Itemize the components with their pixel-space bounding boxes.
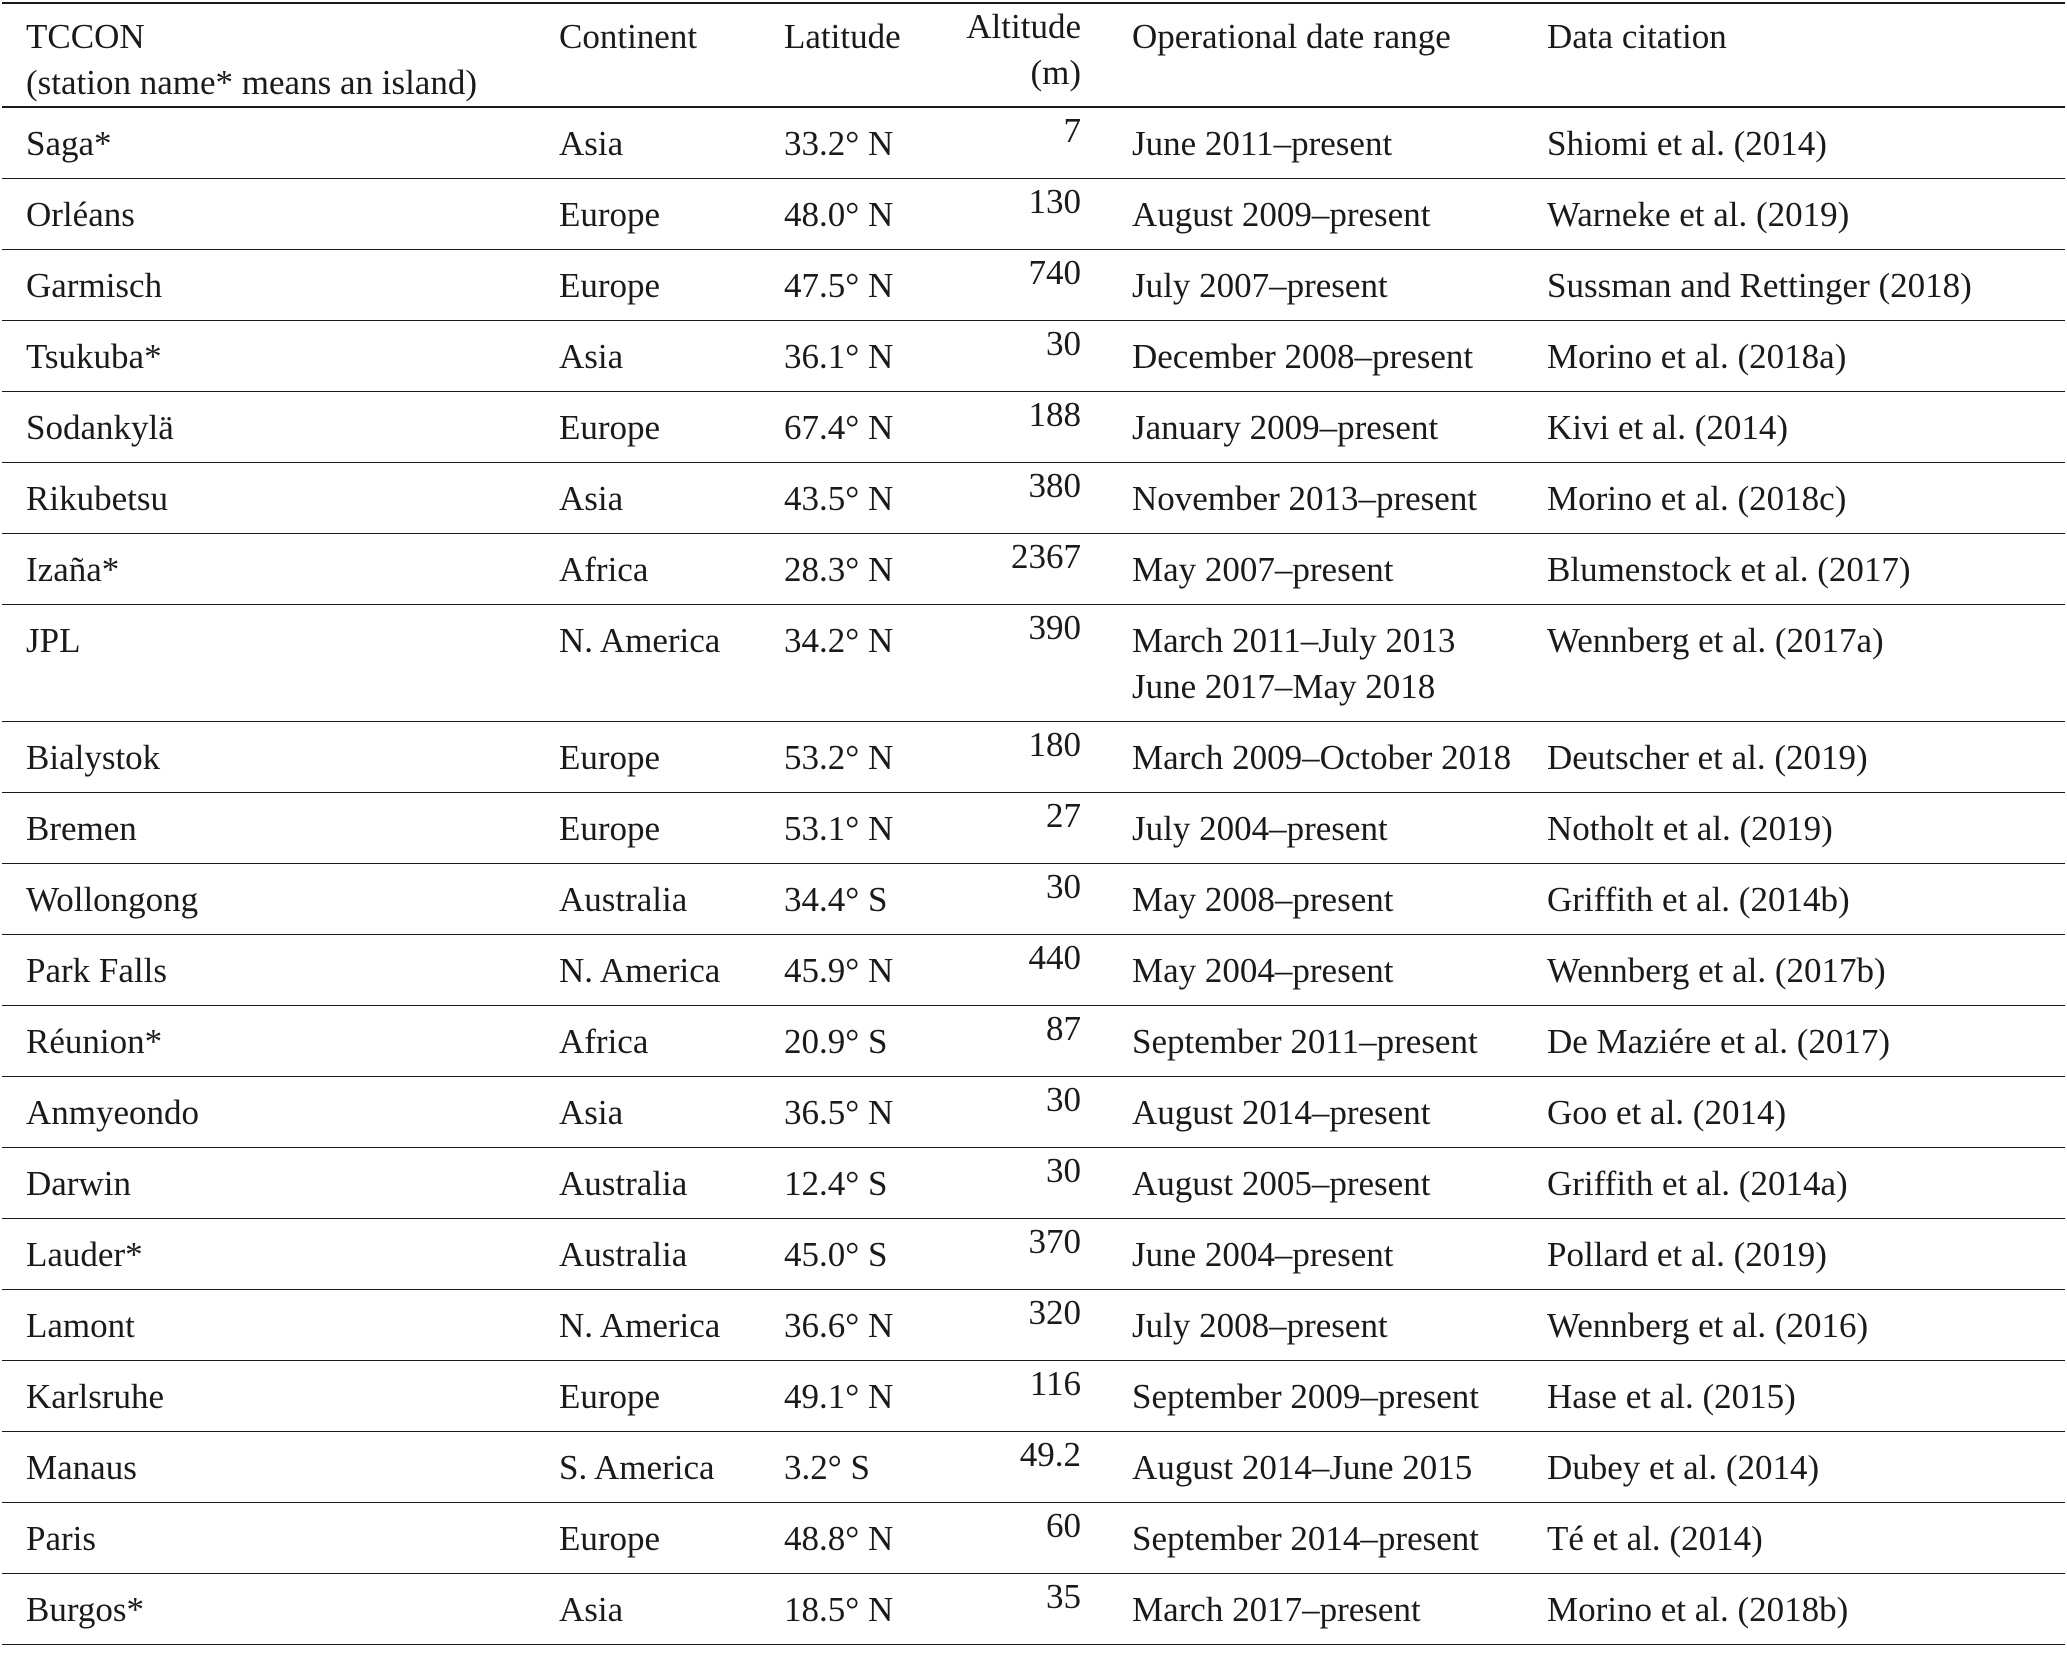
cell-latitude: 49.1° N <box>784 1376 894 1416</box>
cell-station: Sodankylä <box>26 407 174 447</box>
cell-station: Bremen <box>26 808 137 848</box>
header-date-range: Operational date range <box>1081 3 1538 107</box>
table-row <box>2 1431 2065 1502</box>
cell-station: Paris <box>26 1518 96 1558</box>
cell-date-range <box>1081 934 1538 1005</box>
cell-citation: Griffith et al. (2014a) <box>1547 1163 1848 1203</box>
table-row <box>2 533 2065 604</box>
cell-altitude: 2367 <box>1011 536 1081 576</box>
table-row <box>2 863 2065 934</box>
cell-station: Tsukuba* <box>26 336 162 376</box>
cell-date-range <box>1081 1431 1538 1502</box>
cell-station: Saga* <box>26 124 112 163</box>
cell-altitude: 440 <box>1028 937 1081 977</box>
header-station-note: (station name* means an island) <box>26 63 477 102</box>
date-range-line: August 2014–present <box>1132 1092 1431 1132</box>
cell-station: JPL <box>26 620 81 660</box>
cell-latitude: 47.5° N <box>784 265 894 305</box>
cell-altitude: 180 <box>1028 724 1081 764</box>
cell-altitude: 390 <box>1028 607 1081 647</box>
cell-citation: Morino et al. (2018a) <box>1547 336 1847 376</box>
header-station <box>2 3 535 107</box>
cell-latitude: 53.1° N <box>784 808 894 848</box>
cell-altitude: 30 <box>1046 323 1081 363</box>
cell-latitude: 12.4° S <box>784 1163 888 1203</box>
cell-date-range <box>1081 1147 1538 1218</box>
date-range-line: March 2011–July 2013 <box>1132 620 1456 660</box>
cell-station: Bialystok <box>26 737 161 777</box>
cell-continent: Asia <box>559 336 624 376</box>
cell-citation: Hase et al. (2015) <box>1547 1376 1796 1416</box>
cell-station: Park Falls <box>26 950 167 990</box>
cell-continent: Asia <box>559 1589 624 1629</box>
table-row <box>2 604 2065 721</box>
cell-date-range <box>1081 107 1538 178</box>
date-range-line: September 2009–present <box>1132 1376 1479 1416</box>
cell-latitude: 43.5° N <box>784 478 894 518</box>
date-range-line: November 2013–present <box>1132 478 1478 518</box>
table-row <box>2 320 2065 391</box>
cell-latitude: 18.5° N <box>784 1589 894 1629</box>
header-row <box>2 3 2065 107</box>
cell-continent: N. America <box>559 620 721 660</box>
cell-continent: Africa <box>559 1021 649 1061</box>
table-row <box>2 1005 2065 1076</box>
cell-altitude: 116 <box>1029 1363 1081 1403</box>
date-range-line: August 2014–June 2015 <box>1132 1447 1473 1487</box>
cell-date-range <box>1081 792 1538 863</box>
cell-date-range <box>1081 249 1538 320</box>
cell-date-range <box>1081 391 1538 462</box>
cell-altitude: 188 <box>1028 394 1081 434</box>
cell-continent: N. America <box>559 1305 721 1345</box>
table-row <box>2 1147 2065 1218</box>
cell-continent: Africa <box>559 549 649 589</box>
cell-citation: Té et al. (2014) <box>1547 1518 1763 1558</box>
cell-continent: Australia <box>559 1163 688 1203</box>
table-row <box>2 934 2065 1005</box>
cell-latitude: 36.6° N <box>784 1305 894 1345</box>
cell-latitude: 45.9° N <box>784 950 894 990</box>
cell-station: Lamont <box>26 1305 135 1345</box>
cell-continent: Europe <box>559 265 661 305</box>
cell-citation: Notholt et al. (2019) <box>1547 808 1833 848</box>
header-altitude-title: Altitude <box>966 7 1081 46</box>
tccon-stations-table <box>2 2 2065 1645</box>
table-row <box>2 792 2065 863</box>
cell-station: Darwin <box>26 1163 131 1203</box>
cell-date-range <box>1081 320 1538 391</box>
date-range-line: September 2011–present <box>1132 1021 1478 1061</box>
cell-latitude: 48.0° N <box>784 194 894 234</box>
header-altitude-unit: (m) <box>1030 53 1081 92</box>
cell-station: Anmyeondo <box>26 1092 200 1132</box>
date-range-line: January 2009–present <box>1132 407 1439 447</box>
cell-continent: Asia <box>559 478 624 518</box>
table-row <box>2 107 2065 178</box>
table-row <box>2 1289 2065 1360</box>
cell-latitude: 48.8° N <box>784 1518 894 1558</box>
cell-altitude: 87 <box>1046 1008 1081 1048</box>
date-range-line: July 2004–present <box>1132 808 1388 848</box>
cell-altitude: 27 <box>1046 795 1081 835</box>
cell-citation: Shiomi et al. (2014) <box>1547 124 1827 163</box>
cell-altitude: 380 <box>1028 465 1081 505</box>
cell-citation: Deutscher et al. (2019) <box>1547 737 1868 777</box>
date-range-line: August 2005–present <box>1132 1163 1431 1203</box>
cell-continent: Australia <box>559 1234 688 1274</box>
cell-latitude: 28.3° N <box>784 549 894 589</box>
cell-station: Garmisch <box>26 265 163 305</box>
cell-citation: Wennberg et al. (2017b) <box>1547 950 1886 990</box>
cell-continent: Europe <box>559 407 661 447</box>
cell-citation: Wennberg et al. (2016) <box>1547 1305 1869 1345</box>
cell-continent: Australia <box>559 879 688 919</box>
cell-altitude: 7 <box>1063 111 1081 150</box>
cell-citation: Sussman and Rettinger (2018) <box>1547 265 1972 305</box>
cell-continent: N. America <box>559 950 721 990</box>
date-range-line: September 2014–present <box>1132 1518 1479 1558</box>
cell-station: Wollongong <box>26 879 199 919</box>
date-range-line: July 2008–present <box>1132 1305 1388 1345</box>
cell-altitude: 30 <box>1046 1150 1081 1190</box>
cell-continent: S. America <box>559 1447 715 1487</box>
table-row <box>2 1573 2065 1644</box>
cell-date-range <box>1081 462 1538 533</box>
table-row <box>2 1076 2065 1147</box>
date-range-line: March 2017–present <box>1132 1589 1421 1629</box>
table-row <box>2 249 2065 320</box>
header-continent: Continent <box>535 3 760 107</box>
cell-altitude: 60 <box>1046 1505 1081 1545</box>
date-range-line: August 2009–present <box>1132 194 1431 234</box>
header-citation: Data citation <box>1538 3 2065 107</box>
cell-altitude: 130 <box>1028 181 1081 221</box>
cell-date-range <box>1081 1573 1538 1644</box>
cell-latitude: 3.2° S <box>784 1447 870 1487</box>
cell-citation: Goo et al. (2014) <box>1547 1092 1787 1132</box>
cell-continent: Europe <box>559 1518 661 1558</box>
date-range-line: March 2009–October 2018 <box>1132 737 1512 777</box>
date-range-line: December 2008–present <box>1132 336 1474 376</box>
cell-altitude: 30 <box>1046 866 1081 906</box>
cell-altitude: 740 <box>1028 252 1081 292</box>
table-row <box>2 1218 2065 1289</box>
cell-latitude: 53.2° N <box>784 737 894 777</box>
cell-altitude: 30 <box>1046 1079 1081 1119</box>
cell-station: Manaus <box>26 1447 137 1487</box>
cell-station: Burgos* <box>26 1589 144 1629</box>
cell-date-range <box>1081 721 1538 792</box>
cell-continent: Europe <box>559 808 661 848</box>
table-row <box>2 721 2065 792</box>
cell-latitude: 36.5° N <box>784 1092 894 1132</box>
date-range-line: May 2007–present <box>1132 549 1394 589</box>
cell-latitude: 45.0° S <box>784 1234 888 1274</box>
cell-date-range <box>1081 863 1538 934</box>
cell-date-range <box>1081 604 1538 721</box>
header-station-title: TCCON <box>26 17 145 56</box>
cell-station: Réunion* <box>26 1021 163 1061</box>
cell-date-range <box>1081 1076 1538 1147</box>
date-range-line: June 2011–present <box>1132 124 1393 163</box>
cell-latitude: 36.1° N <box>784 336 894 376</box>
cell-citation: Griffith et al. (2014b) <box>1547 879 1850 919</box>
date-range-line: June 2004–present <box>1132 1234 1394 1274</box>
cell-date-range <box>1081 1289 1538 1360</box>
cell-continent: Europe <box>559 1376 661 1416</box>
cell-latitude: 34.4° S <box>784 879 888 919</box>
table-row <box>2 462 2065 533</box>
cell-date-range <box>1081 533 1538 604</box>
cell-citation: Dubey et al. (2014) <box>1547 1447 1820 1487</box>
cell-date-range <box>1081 1502 1538 1573</box>
cell-continent: Asia <box>559 1092 624 1132</box>
table-row <box>2 1502 2065 1573</box>
date-range-line: June 2017–May 2018 <box>1132 666 1436 706</box>
header-altitude <box>934 3 1081 107</box>
cell-continent: Europe <box>559 737 661 777</box>
date-range-line: May 2008–present <box>1132 879 1394 919</box>
cell-date-range <box>1081 1005 1538 1076</box>
cell-altitude: 370 <box>1028 1221 1081 1261</box>
cell-continent: Asia <box>559 124 624 163</box>
cell-altitude: 49.2 <box>1019 1434 1081 1474</box>
cell-date-range <box>1081 178 1538 249</box>
header-latitude: Latitude <box>760 3 934 107</box>
table-row <box>2 391 2065 462</box>
cell-citation: Morino et al. (2018c) <box>1547 478 1847 518</box>
table-body <box>2 107 2065 1644</box>
cell-citation: Kivi et al. (2014) <box>1547 407 1789 447</box>
cell-station: Izaña* <box>26 549 120 589</box>
cell-citation: Wennberg et al. (2017a) <box>1547 620 1884 660</box>
cell-latitude: 20.9° S <box>784 1021 888 1061</box>
cell-altitude: 35 <box>1046 1576 1081 1616</box>
cell-citation: Pollard et al. (2019) <box>1547 1234 1827 1274</box>
cell-altitude: 320 <box>1028 1292 1081 1332</box>
table-row <box>2 178 2065 249</box>
cell-latitude: 34.2° N <box>784 620 894 660</box>
date-range-line: May 2004–present <box>1132 950 1394 990</box>
cell-citation: Warneke et al. (2019) <box>1547 194 1850 234</box>
cell-citation: Blumenstock et al. (2017) <box>1547 549 1911 589</box>
table-header <box>2 3 2065 107</box>
cell-citation: De Maziére et al. (2017) <box>1547 1021 1891 1061</box>
cell-latitude: 33.2° N <box>784 124 894 163</box>
cell-date-range <box>1081 1218 1538 1289</box>
cell-station: Rikubetsu <box>26 478 168 518</box>
cell-station: Orléans <box>26 194 135 234</box>
table-row <box>2 1360 2065 1431</box>
cell-continent: Europe <box>559 194 661 234</box>
cell-latitude: 67.4° N <box>784 407 894 447</box>
cell-citation: Morino et al. (2018b) <box>1547 1589 1849 1629</box>
cell-station: Lauder* <box>26 1234 143 1274</box>
date-range-line: July 2007–present <box>1132 265 1388 305</box>
cell-date-range <box>1081 1360 1538 1431</box>
cell-station: Karlsruhe <box>26 1376 165 1416</box>
